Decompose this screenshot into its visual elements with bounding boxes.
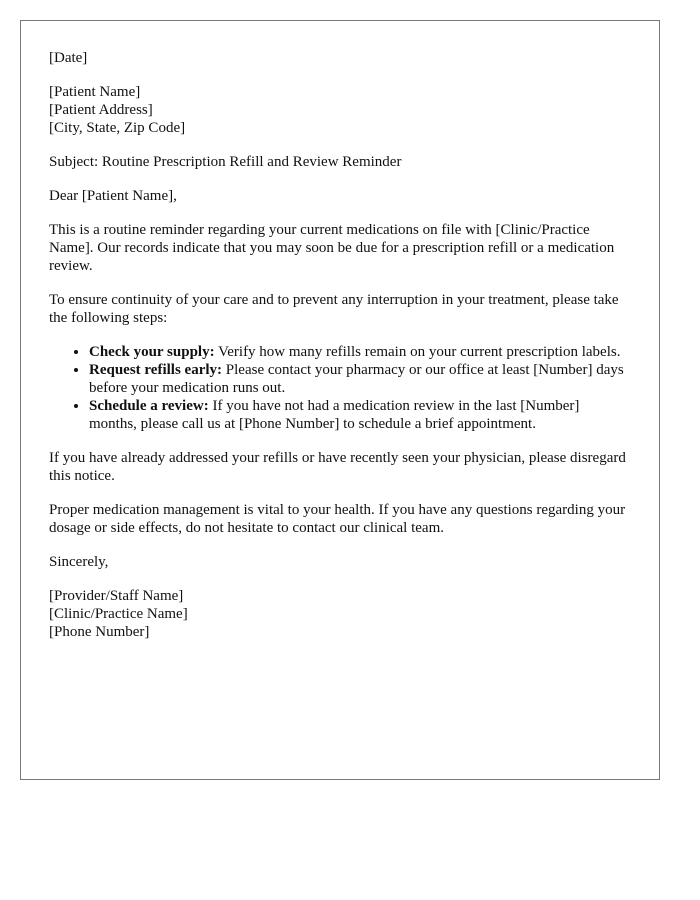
signature-provider: [Provider/Staff Name] bbox=[49, 588, 184, 604]
list-item bbox=[89, 343, 631, 361]
letter-date: [Date] bbox=[49, 50, 88, 66]
date-line bbox=[49, 49, 631, 67]
step-title: Request refills early: bbox=[89, 362, 223, 378]
letter-salutation: Dear [Patient Name], bbox=[49, 188, 177, 204]
step-text: Please contact your pharmacy or our office at least [Number] days before your medication runs out. bbox=[89, 362, 624, 396]
recipient-city-state-zip: [City, State, Zip Code] bbox=[49, 120, 186, 136]
list-item bbox=[89, 361, 631, 397]
letter-subject: Subject: Routine Prescription Refill and Review Reminder bbox=[49, 154, 402, 170]
closing-paragraph: Proper medication management is vital to your health. If you have any questions regarding your dosage or side effects, do not hesitate to contact our clinical team. bbox=[49, 502, 626, 536]
step-text: If you have not had a medication review in the last [Number] months, please call us at [Phone Number] to schedule a brief appointment. bbox=[89, 398, 580, 432]
step-title: Schedule a review: bbox=[89, 398, 209, 414]
step-text: Verify how many refills remain on your current prescription labels. bbox=[214, 344, 621, 360]
signature-block bbox=[49, 587, 631, 641]
intro-paragraph: This is a routine reminder regarding your current medications on file with [Clinic/Practice Name]. Our records indicate that you may soon be due for a prescription refill or a medication review. bbox=[49, 222, 615, 274]
disregard-paragraph: If you have already addressed your refills or have recently seen your physician, please disregard this notice. bbox=[49, 450, 626, 484]
recipient-street: [Patient Address] bbox=[49, 102, 153, 118]
recipient-name: [Patient Name] bbox=[49, 84, 141, 100]
steps-list bbox=[49, 343, 631, 433]
letter-signoff: Sincerely, bbox=[49, 554, 109, 570]
recipient-address bbox=[49, 83, 631, 137]
signature-phone: [Phone Number] bbox=[49, 624, 150, 640]
letter-page bbox=[20, 20, 660, 780]
steps-intro-paragraph: To ensure continuity of your care and to prevent any interruption in your treatment, please take the following steps: bbox=[49, 292, 619, 326]
step-title: Check your supply: bbox=[89, 344, 215, 360]
signature-clinic: [Clinic/Practice Name] bbox=[49, 606, 188, 622]
list-item bbox=[89, 397, 631, 433]
